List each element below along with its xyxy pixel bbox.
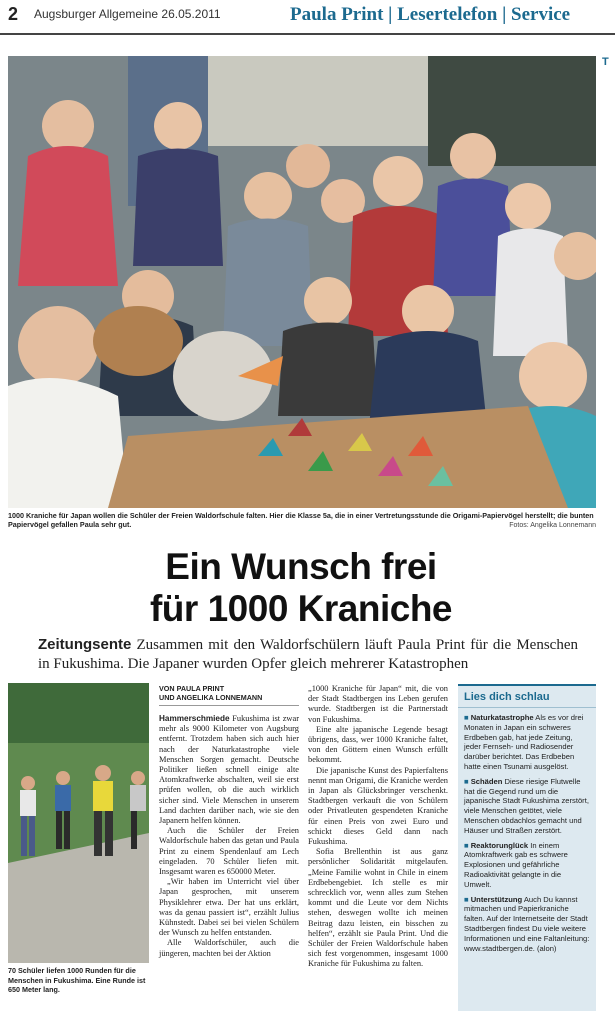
byline [159,684,299,702]
bullet-icon: ■ [464,840,471,850]
small-photo [8,683,149,963]
masthead [0,0,615,36]
byline-author-1: VON PAULA PRINT [159,684,225,693]
byline-rule [159,705,299,706]
info-item: ■ Reaktorunglück In einem Atomkraftwerk gab es schwere Explosionen und gefährliche Radioaktivität gelangte in die Umwelt. [464,840,568,889]
standfirst-kicker: Zeitungsente [38,636,132,653]
standfirst-text: Zusammen mit den Waldorfschülern läuft Paula Print für die Menschen in Fukushima. Die Japaner wurden Opfer gleich mehrerer Katastrophen [38,637,578,672]
section-title: Paula Print | Lesertelefon | Service [290,4,571,25]
info-box [458,684,596,1011]
small-photo-caption: 70 Schüler liefen 1000 Runden für die Menschen in Fukushima. Eine Runde ist 650 Meter lang. [8,966,146,994]
photo-credit: Fotos: Angelika Lonnemann [509,522,596,529]
standfirst [38,636,578,674]
article-column-1 [159,714,299,959]
bullet-icon: ■ [464,776,471,786]
info-item: ■ Naturkatastrophe Als es vor drei Monaten in Japan ein schweres Erdbeben gab, hat jede Zeitung, jeder Fernseh- und Radiosender darüber berichtet. Das Erdbeben hatte einen Tsunami ausgelöst. [464,713,584,771]
runners-photo-illustration [8,683,149,963]
article-paragraph: Eine alte japanische Legende besagt übrigens, dass, wer 1000 Kraniche faltet, von den Göttern einen Wunsch erfüllt bekommt. [308,724,448,765]
neighbour-column-fragment: T [602,56,609,68]
article-paragraph: Sofia Brellenthin ist aus ganz persönlicher Solidarität mitgelaufen. „Meine Familie wohnt in Chile in einem Erdbebengebiet. Ich stelle es mir schrecklich vor, wenn alles zum Stehen kommt und die Leute vor dem Nichts stehen, deswegen wollte ich meinen Beitrag dazu leisten, ein bisschen zu helfen“, erzählt sie Paula Print. Und die Schüler der Freien Waldorfschule haben sich fest vorgenommen, insgesamt 1000 Kraniche für Fukushima zu falten. [308,847,448,969]
main-photo-caption: 1000 Kraniche für Japan wollen die Schüler der Freien Waldorfschule falten. Hier die Klasse 5a, die in einer Vertretungsstunde die Origami-Papiervögel herstellt; die bunten Papiervögel gefallen Paula sehr gut. [8,511,594,529]
article-paragraph: „1000 Kraniche für Japan“ mit, die von der Stadt Stadtbergen ins Leben gerufen wurde. Stadtbergen ist die Partnerstadt von Fukushima. [308,684,448,724]
info-box-title: Lies dich schlau [458,686,596,708]
bullet-icon: ■ [464,894,471,904]
dateline-place: Hammerschmiede [159,714,230,723]
article-paragraph: Auch die Schüler der Freien Waldorfschule haben das getan und Paula Print zu einem Spendenlauf am Lech eingeladen. 70 Schüler liefen mit. Insgesamt waren es 650000 Meter. [159,826,299,877]
article-paragraph: Hammerschmiede Fukushima ist zwar mehr als 9000 Kilometer von Augsburg entfernt. Trotzdem haben sich auch hier nach der Naturkatastrophe viele Menschen Sorgen gemacht. Deutsche Politiker ließen schnell einige alte Atomkraftwerke abschalten, weil sie erst prüfen wollen, ob die auch wirklich sicher sind. Viele Menschen in unserem Land dachten darüber nach, wie sie den Japanern helfen können. [159,714,299,826]
neighbour-column-strip [602,56,615,1024]
bullet-icon: ■ [464,713,471,722]
byline-author-2: UND ANGELIKA LONNEMANN [159,693,263,702]
masthead-rule [0,33,615,35]
article-paragraph: Alle Waldorfschüler, auch die jüngeren, machten bei der Aktion [159,938,299,958]
classroom-photo-illustration [8,56,596,508]
page-number: 2 [8,4,19,24]
paper-date: Augsburger Allgemeine 26.05.2011 [34,7,221,21]
article-paragraph: Die japanische Kunst des Papierfaltens nennt man Origami, die Kraniche werden in Japan als Glücksbringer verschenkt. Stadtbergen verkauft die von Schülern oder Privatleuten gespendeten Kraniche für einen Preis von zwei Euro und schickt dieses Geld dann nach Fukushima. [308,765,448,847]
info-item: ■ Schäden Diese riesige Flutwelle hat die Gegend rund um die japanische Stadt Fukushima zerstört, viele Menschen getötet, viele Menschen obdachlos gemacht und Häuser und Straßen zerstört. [464,776,589,835]
main-photo [8,56,596,508]
article-paragraph: „Wir haben im Unterricht viel über Japan gesprochen, mit unserem Physiklehrer etwa. Der hat uns erklärt, was da genau passiert ist“, erzählt Julius Kühnstedt. Dabei sei bei vielen Schülern der Wunsch zu helfen entstanden. [159,877,299,938]
headline-line-1: Ein Wunsch frei [165,546,437,587]
article-column-2 [308,684,448,970]
headline-line-2: für 1000 Kraniche [149,588,453,629]
info-item: ■ Unterstützung Auch Du kannst mitmachen und Papierkraniche falten. Auf der Internetseite der Stadt Stadtbergen findest Du viele weitere Informationen und eine Faltanleitung: www.stadtbergen.de. (alon) [464,894,590,953]
